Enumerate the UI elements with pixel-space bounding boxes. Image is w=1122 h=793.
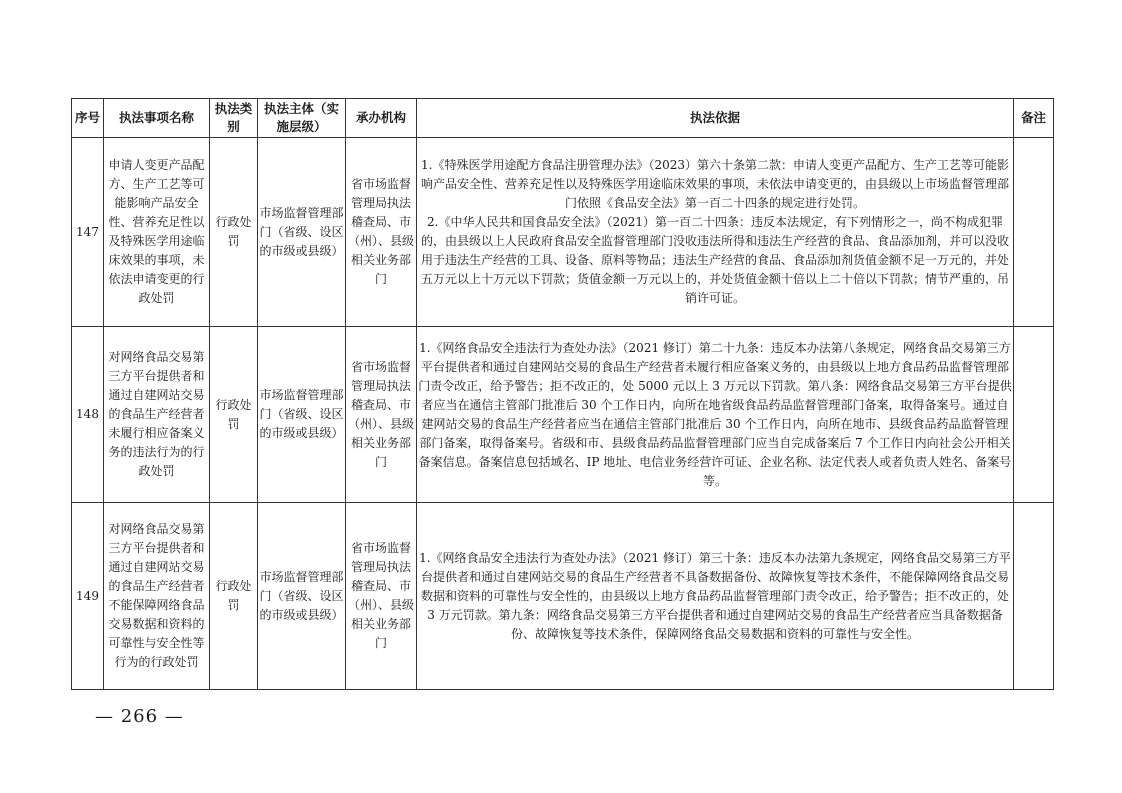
row-agency: 省市场监督管理局执法稽查局、市（州）、县级相关业务部门 (346, 138, 417, 327)
header-seq: 序号 (72, 99, 104, 138)
row-name: 对网络食品交易第三方平台提供者和通过自建网站交易的食品生产经营者不能保障网络食品交易数据和资料的可靠性与安全性等行为的行政处罚 (104, 503, 210, 690)
header-row (72, 99, 1054, 138)
row-name: 申请人变更产品配方、生产工艺等可能影响产品安全性、营养充足性以及特殊医学用途临床效果的事项，未依法申请变更的行政处罚 (104, 138, 210, 327)
table-row (72, 503, 1054, 690)
row-seq: 148 (72, 327, 104, 503)
row-category: 行政处罚 (210, 138, 258, 327)
row-agency: 省市场监督管理局执法稽查局、市（州）、县级相关业务部门 (346, 503, 417, 690)
row-category: 行政处罚 (210, 327, 258, 503)
basis-paragraph: 1.《特殊医学用途配方食品注册管理办法》（2023）第六十条第二款：申请人变更产品配方、生产工艺等可能影响产品安全性、营养充足性以及特殊医学用途临床效果的事项，未依法申请变更的，由县级以上市场监督管理部门依照《食品安全法》第一百二十四条的规定进行处罚。 (420, 158, 1009, 210)
row-remark (1014, 327, 1054, 503)
row-basis (417, 138, 1014, 327)
basis-paragraph: 1.《网络食品安全违法行为查处办法》（2021 修订）第二十九条：违反本办法第八条规定，网络食品交易第三方平台提供者和通过自建网站交易的食品生产经营者未履行相应备案义务的，由县级以上地方食品药品监督管理部门责令改正，给予警告；拒不改正的，处 5000 元以上 3 万元以下罚款。第八条：网络食品交易第三方平台提供者应当在通信主管部门批准后 30 个工作日内，向所在地省级食品药品监督管理部门备案，取得备案号。通过自建网站交易的食品生产经营者应当在通信主管部门批准后 30 个工作日内，向所在地市、县级食品药品监督管理部门备案，取得备案号。省级和市、县级食品药品监督管理部门应当自完成备案后 7 个工作日内向社会公开相关备案信息。备案信息包括域名、IP 地址、电信业务经营许可证、企业名称、法定代表人或者负责人姓名、备案号等。 (418, 340, 1012, 488)
row-basis (417, 503, 1014, 690)
row-seq: 149 (72, 503, 104, 690)
header-remark: 备注 (1014, 99, 1054, 138)
table-row (72, 138, 1054, 327)
basis-paragraph: 2.《中华人民共和国食品安全法》（2021）第一百二十四条：违反本法规定，有下列情形之一，尚不构成犯罪的，由县级以上人民政府食品安全监督管理部门没收违法所得和违法生产经营的食品、食品添加剂，并可以没收用于违法生产经营的工具、设备、原料等物品；违法生产经营的食品、食品添加剂货值金额不足一万元的，并处五万元以上十万元以下罚款；货值金额一万元以上的，并处货值金额十倍以上二十倍以下罚款；情节严重的，吊销许可证。 (420, 215, 1009, 305)
page-number: — 266 — (95, 706, 184, 727)
row-subject: 市场监督管理部门（省级、设区的市级或县级） (258, 327, 346, 503)
row-subject: 市场监督管理部门（省级、设区的市级或县级） (258, 503, 346, 690)
row-remark (1014, 138, 1054, 327)
table-row (72, 327, 1054, 503)
row-category: 行政处罚 (210, 503, 258, 690)
basis-paragraph: 1.《网络食品安全违法行为查处办法》（2021 修订）第三十条：违反本办法第九条规定，网络食品交易第三方平台提供者和通过自建网站交易的食品生产经营者不具备数据备份、故障恢复等技术条件，不能保障网络食品交易数据和资料的可靠性与安全性的，由县级以上地方食品药品监督管理部门责令改正，给予警告；拒不改正的，处 3 万元罚款。第九条：网络食品交易第三方平台提供者和通过自建网站交易的食品生产经营者应当具备数据备份、故障恢复等技术条件，保障网络食品交易数据和资料的可靠性与安全性。 (419, 550, 1011, 641)
header-agency: 承办机构 (346, 99, 417, 138)
row-basis (417, 327, 1014, 503)
header-basis: 执法依据 (417, 99, 1014, 138)
row-seq: 147 (72, 138, 104, 327)
row-remark (1014, 503, 1054, 690)
header-category: 执法类别 (210, 99, 258, 138)
enforcement-table (71, 98, 1054, 690)
header-name: 执法事项名称 (104, 99, 210, 138)
row-subject: 市场监督管理部门（省级、设区的市级或县级） (258, 138, 346, 327)
row-name: 对网络食品交易第三方平台提供者和通过自建网站交易的食品生产经营者未履行相应备案义务的违法行为的行政处罚 (104, 327, 210, 503)
header-subject: 执法主体（实施层级） (258, 99, 346, 138)
row-agency: 省市场监督管理局执法稽查局、市（州）、县级相关业务部门 (346, 327, 417, 503)
